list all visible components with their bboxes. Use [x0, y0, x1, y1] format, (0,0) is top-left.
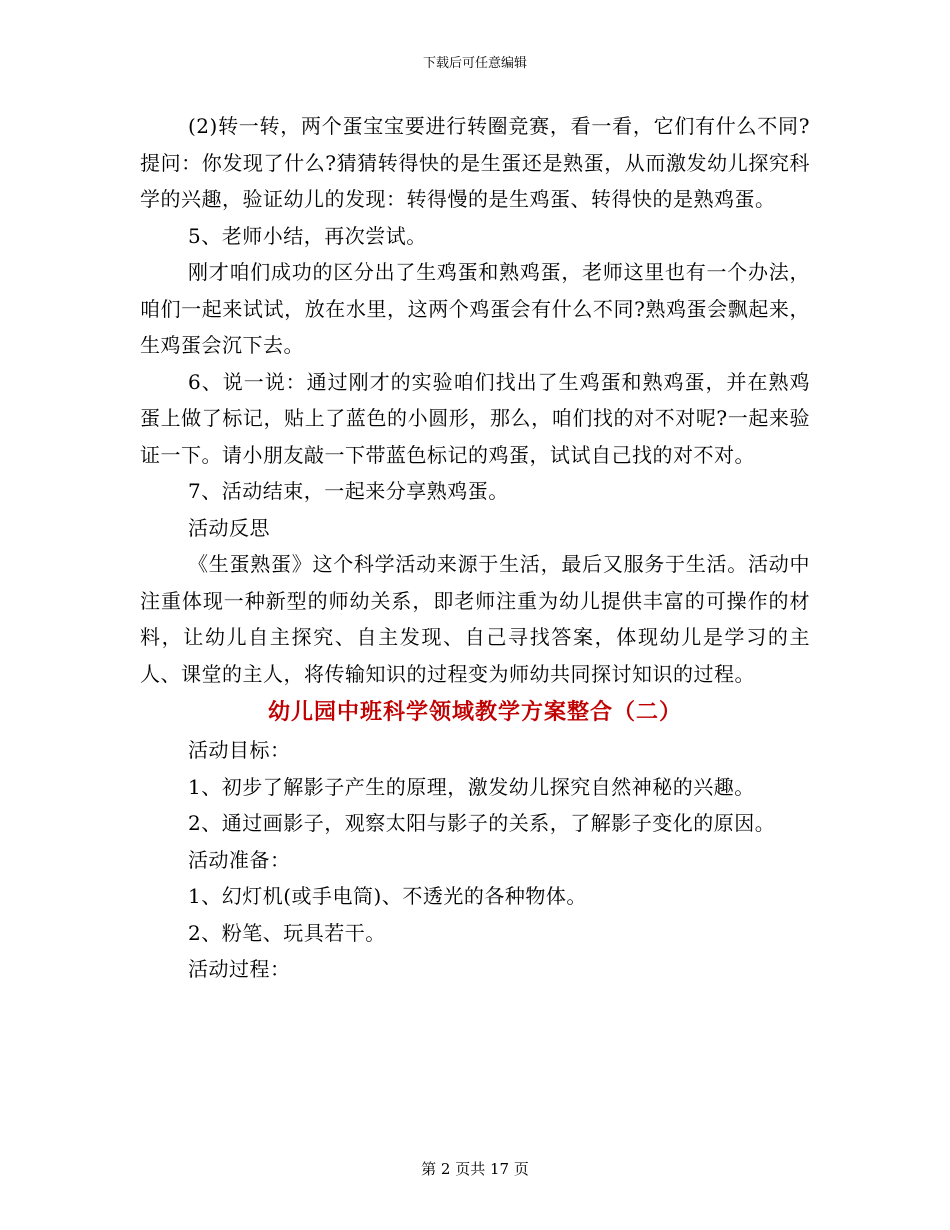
paragraph-goal-1: 1、初步了解影子产生的原理，激发幼儿探究自然神秘的兴趣。: [188, 774, 755, 799]
paragraph-goal-2: 2、通过画影子，观察太阳与影子的关系，了解影子变化的原因。: [188, 811, 776, 835]
paragraph-prep-2: 2、粉笔、玩具若干。: [188, 920, 386, 945]
paragraph-reflection-heading: 活动反思: [188, 515, 270, 540]
paragraph-prep-1: 1、幻灯机(或手电筒)、不透光的各种物体。: [188, 884, 587, 908]
paragraph-reflection: 《生蛋熟蛋》这个科学活动来源于生活，最后又服务于生活。活动中注重体现一种新型的师幼关系，即老师注重为幼儿提供丰富的可操作的材料，让幼儿自主探究、自主发现、自己寻找答案，体现幼儿是学习的主人、课堂的主人，将传输知识的过程变为师幼共同探讨知识的过程。: [140, 552, 810, 686]
document-body: [140, 108, 810, 988]
paragraph-step-5: 5、老师小结，再次尝试。: [188, 223, 427, 248]
paragraph-prep-heading: 活动准备：: [188, 847, 291, 872]
paragraph-spin-eggs: (2)转一转，两个蛋宝宝要进行转圈竞赛，看一看，它们有什么不同?提问：你发现了什么?猜猜转得快的是生蛋还是熟蛋，从而激发幼儿探究科学的兴趣，验证幼儿的发现：转得慢的是生鸡蛋、转得快的是熟鸡蛋。: [140, 114, 810, 211]
paragraph-step-6: 6、说一说：通过刚才的实验咱们找出了生鸡蛋和熟鸡蛋，并在熟鸡蛋上做了标记，贴上了蓝色的小圆形，那么，咱们找的对不对呢?一起来验证一下。请小朋友敲一下带蓝色标记的鸡蛋，试试自己找的对不对。: [140, 369, 810, 467]
paragraph-water-test: 刚才咱们成功的区分出了生鸡蛋和熟鸡蛋，老师这里也有一个办法，咱们一起来试试，放在水里，这两个鸡蛋会有什么不同?熟鸡蛋会飘起来，生鸡蛋会沉下去。: [140, 260, 810, 357]
section-title: 幼儿园中班科学领域教学方案整合（二）: [267, 699, 682, 725]
paragraph-process-heading: 活动过程：: [188, 957, 291, 981]
page-header: 下载后可任意编辑: [422, 56, 527, 71]
paragraph-goals-heading: 活动目标：: [188, 738, 291, 762]
paragraph-step-7: 7、活动结束，一起来分享熟鸡蛋。: [188, 479, 509, 503]
page-footer: 第 2 页共 17 页: [421, 1160, 529, 1178]
